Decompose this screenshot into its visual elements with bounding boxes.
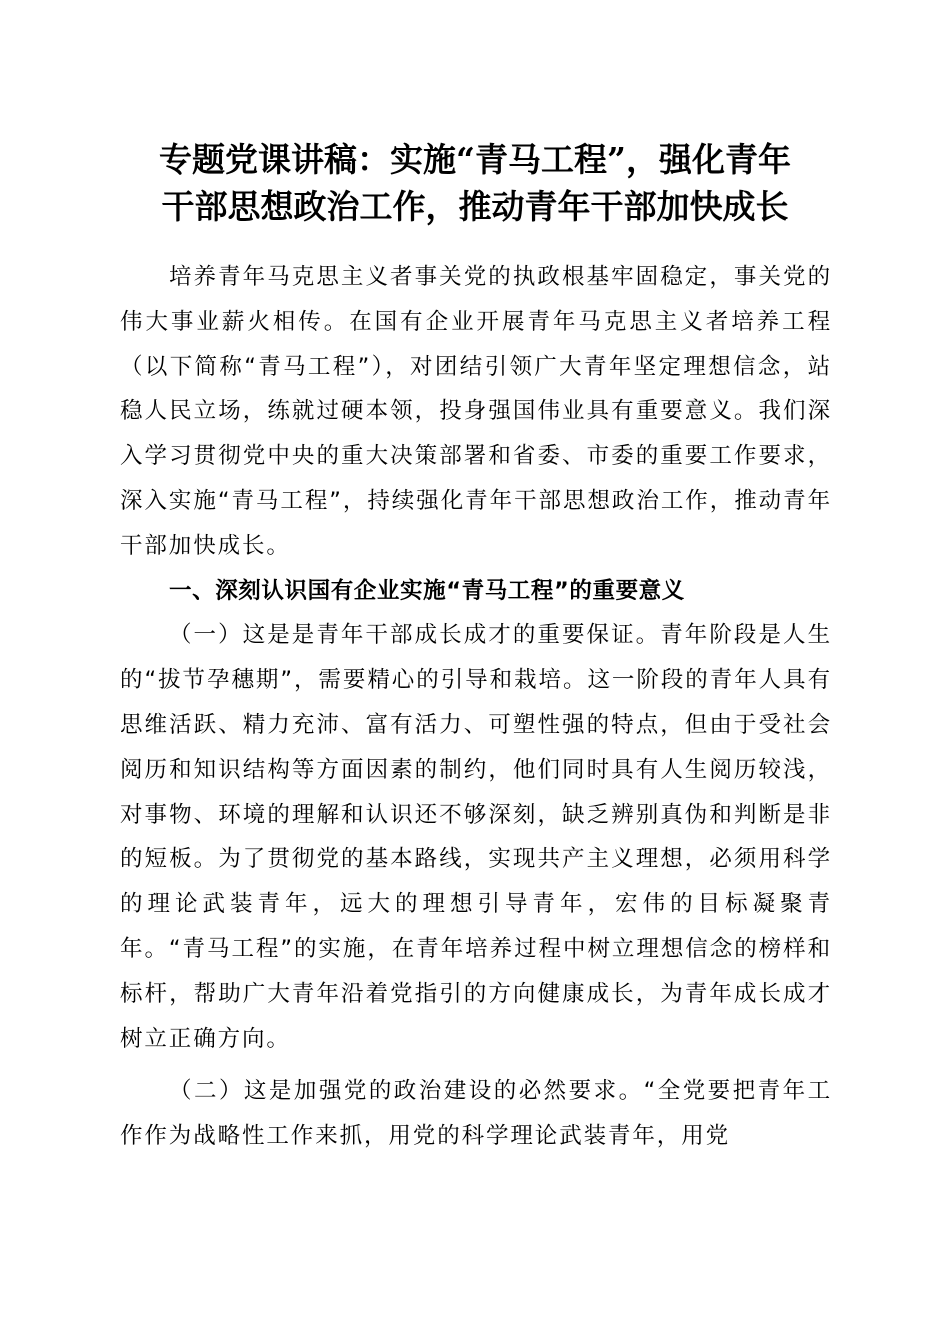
paragraph-point-2: （二）这是加强党的政治建设的必然要求。“全党要把青年工作作为战略性工作来抓，用党的科学理论武装青年，用党 bbox=[120, 1078, 832, 1150]
article-body bbox=[120, 255, 832, 1159]
title-line-1: 专题党课讲稿：实施“青马工程”，强化青年 bbox=[159, 140, 791, 179]
intro-paragraph: 培养青年马克思主义者事关党的执政根基牢固稳定，事关党的伟大事业薪火相传。在国有企业开展青年马克思主义者培养工程（以下简称“青马工程”），对团结引领广大青年坚定理想信念，站稳人民立场，练就过硬本领，投身强国伟业具有重要意义。我们深入学习贯彻党中央的重大决策部署和省委、市委的重要工作要求，深入实施“青马工程”，持续强化青年干部思想政治工作，推动青年干部加快成长。 bbox=[120, 264, 832, 559]
section-heading: 一、深刻认识国有企业实施“青马工程”的重要意义 bbox=[169, 577, 685, 604]
page-title bbox=[100, 136, 850, 230]
title-line-2: 干部思想政治工作，推动青年干部加快成长 bbox=[161, 187, 789, 226]
paragraph-point-1: （一）这是是青年干部成长成才的重要保证。青年阶段是人生的“拔节孕穗期”，需要精心的引导和栽培。这一阶段的青年人具有思维活跃、精力充沛、富有活力、可塑性强的特点，但由于受社会阅历和知识结构等方面因素的制约，他们同时具有人生阅历较浅，对事物、环境的理解和认识还不够深刻，缺乏辨别真伪和判断是非的短板。为了贯彻党的基本路线，实现共产主义理想，必须用科学的理论武装青年，远大的理想引导青年，宏伟的目标凝聚青年。“青马工程”的实施，在青年培养过程中树立理想信念的榜样和标杆，帮助广大青年沿着党指引的方向健康成长，为青年成长成才树立正确方向。 bbox=[120, 622, 832, 1052]
